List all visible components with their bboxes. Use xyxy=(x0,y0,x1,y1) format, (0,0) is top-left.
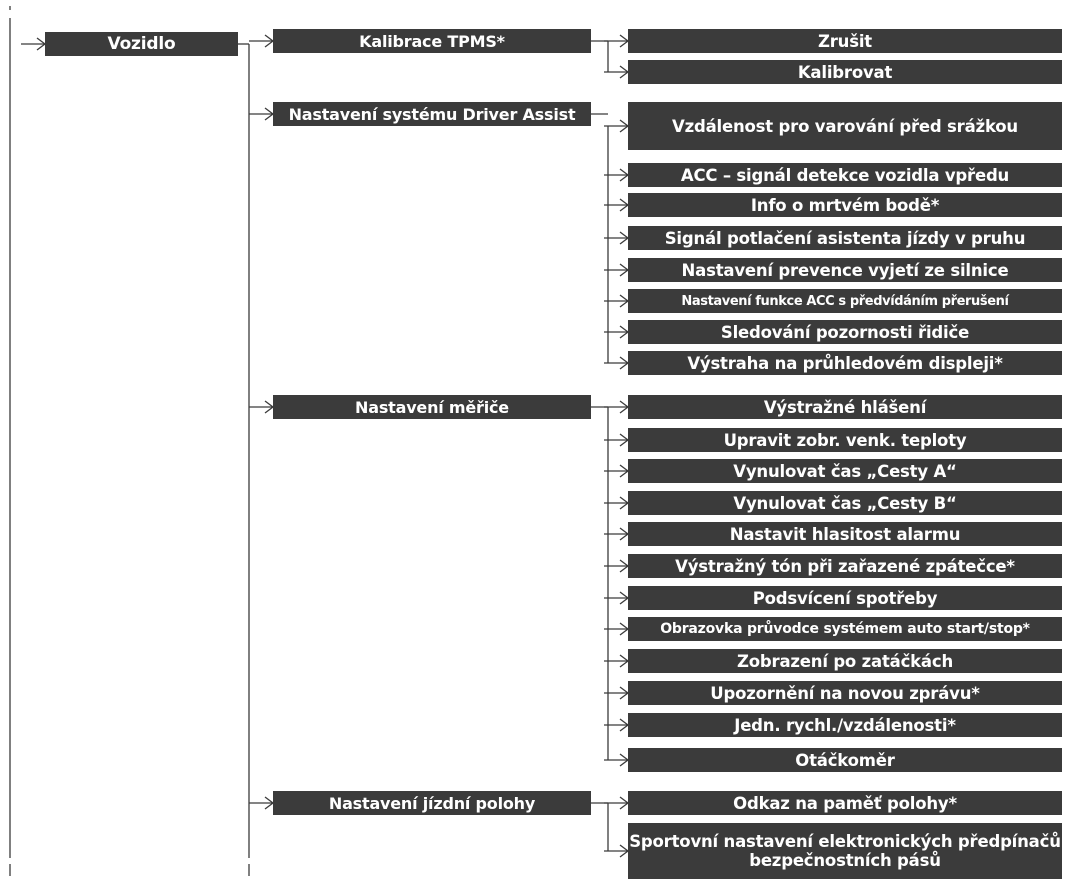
node-hlasitost-alarmu: Nastavit hlasitost alarmu xyxy=(628,522,1062,546)
node-cesta-a: Vynulovat čas „Cesty A“ xyxy=(628,459,1062,483)
node-zobrazeni-zatackach: Zobrazení po zatáčkách xyxy=(628,649,1062,673)
node-nastaveni-merice: Nastavení měřiče xyxy=(273,395,591,419)
node-predpinace-pasu: Sportovní nastavení elektronických předpínačů bezpečnostních pásů xyxy=(628,823,1062,879)
node-vozidlo: Vozidlo xyxy=(45,32,238,56)
node-nova-zprava: Upozornění na novou zprávu* xyxy=(628,681,1062,705)
node-cesta-b: Vynulovat čas „Cesty B“ xyxy=(628,491,1062,515)
node-info-mrtvy-bod: Info o mrtvém bodě* xyxy=(628,193,1062,217)
node-jedn-rychl: Jedn. rychl./vzdálenosti* xyxy=(628,713,1062,737)
node-zrusit: Zrušit xyxy=(628,29,1062,53)
node-pamet-polohy: Odkaz na paměť polohy* xyxy=(628,791,1062,815)
node-acc-predvidani: Nastavení funkce ACC s předvídáním přerušení xyxy=(628,289,1062,313)
node-auto-start-stop: Obrazovka průvodce systémem auto start/stop* xyxy=(628,617,1062,641)
node-acc-signal-detekce: ACC – signál detekce vozidla vpředu xyxy=(628,163,1062,187)
node-driver-assist: Nastavení systému Driver Assist xyxy=(273,102,591,126)
node-ton-zpatecka: Výstražný tón při zařazené zpátečce* xyxy=(628,554,1062,578)
node-vystraha-displej: Výstraha na průhledovém displeji* xyxy=(628,351,1062,375)
node-prevence-vyjeti: Nastavení prevence vyjetí ze silnice xyxy=(628,258,1062,282)
node-vzdalenost-varovani: Vzdálenost pro varování před srážkou xyxy=(628,102,1062,150)
node-kalibrace-tpms: Kalibrace TPMS* xyxy=(273,29,591,53)
node-otackomer: Otáčkoměr xyxy=(628,748,1062,772)
node-jizdni-poloha: Nastavení jízdní polohy xyxy=(273,791,591,815)
node-sledovani-pozornosti: Sledování pozornosti řidiče xyxy=(628,320,1062,344)
node-vystrazne-hlaseni: Výstražné hlášení xyxy=(628,395,1062,419)
node-kalibrovat: Kalibrovat xyxy=(628,60,1062,84)
node-podsviceni-spotreby: Podsvícení spotřeby xyxy=(628,586,1062,610)
node-venk-teplota: Upravit zobr. venk. teploty xyxy=(628,428,1062,452)
node-signal-potlaceni: Signál potlačení asistenta jízdy v pruhu xyxy=(628,226,1062,250)
